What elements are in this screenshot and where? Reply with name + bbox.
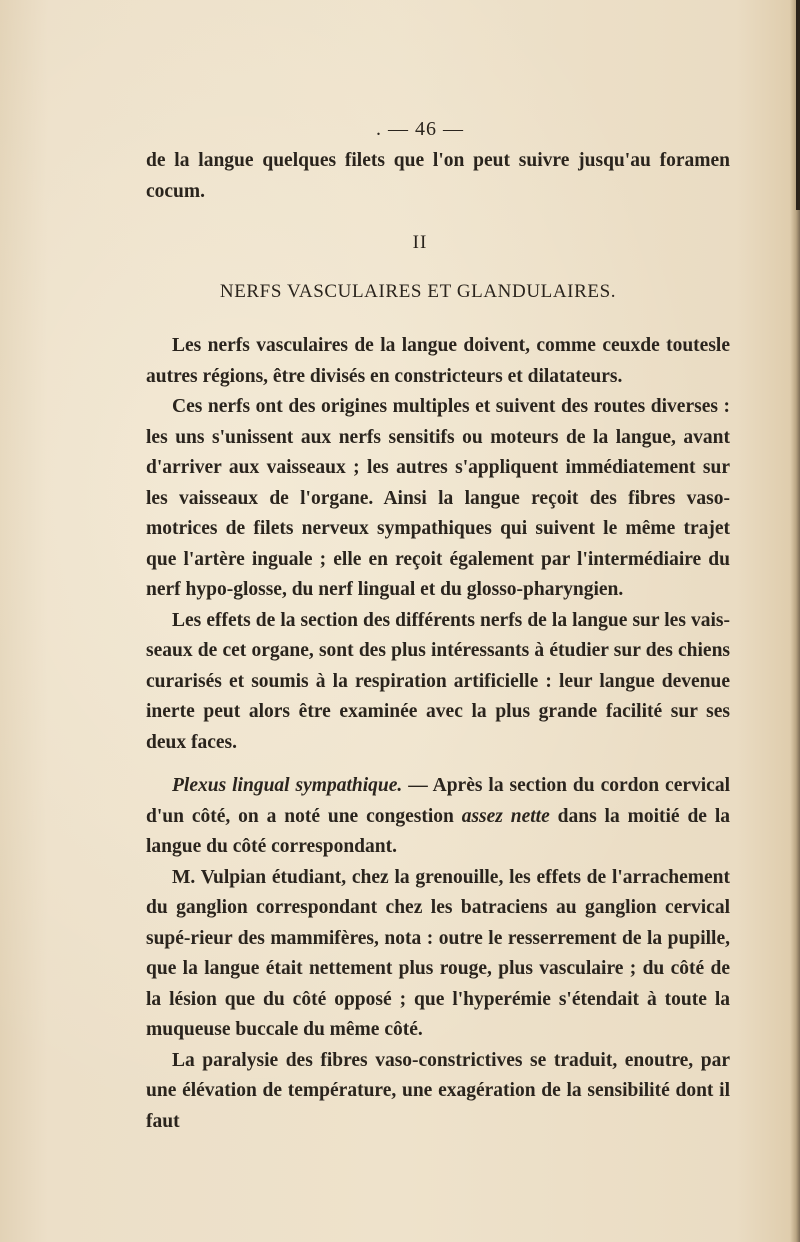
plexus-text-a: Après la section du cordon cervical d'un côté, on a noté une congestion [146,775,730,827]
continuation-paragraph: de la langue quelques filets que l'on peut suivre jusqu'au foramen cocum. [146,150,730,202]
section-body [146,331,730,758]
section-title: NERFS VASCULAIRES ET GLANDULAIRES. [219,281,617,302]
plexus-title: Plexus lingual sympathique. [172,775,403,796]
plexus-paragraph [146,771,730,863]
paragraph-vulpian: M. Vulpian étudiant, chez la grenouille, les effets de l'arrachement du ganglion correspondant chez les batraciens au ganglion cervical supé-rieur des mammifères, nota : outre le resserrement de la pupille, que la langue était nettement plus rouge, plus vasculaire ; du côté de la lésion que du côté opposé ; que l'hyperémie s'étendait à toute la muqueuse buccale du même côté. [146,866,730,1040]
plexus-dash: — [402,775,433,796]
section-numeral: II [412,232,428,253]
paragraph-3: Les effets de la section des différents nerfs de la langue sur les vais-seaux de cet organe, sont des plus intéressants à étudier sur des chiens curarisés et soumis à la respiration artificielle : leur langue devenue inerte peut alors être examinée avec la plus grande facilité sur ses deux faces. [146,609,730,753]
plexus-body [146,771,730,1137]
paragraph-1: Les nerfs vasculaires de la langue doivent, comme ceuxde toutesle autres régions, être divisés en constricteurs et dilatateurs. [146,335,730,387]
paragraph-2: Ces nerfs ont des origines multiples et suivent des routes diverses : les uns s'unissent aux nerfs sensitifs ou moteurs de la langue, avant d'arriver aux vaisseaux ; les autres s'appliquent immédiatement sur les vaisseaux de l'organe. Ainsi la langue reçoit des fibres vaso-motrices de filets nerveux sympathiques qui suivent le même trajet que l'artère inguale ; elle en reçoit également par l'intermédiaire du nerf hypo-glosse, du nerf lingual et du glosso-pharyngien. [146,396,730,600]
continuation-block [146,146,730,207]
page-number: . — 46 — [376,118,464,140]
paragraph-paralysie: La paralysie des fibres vaso-constrictives se traduit, enoutre, par une élévation de température, une exagération de la sensibilité dont il faut [146,1049,730,1132]
plexus-text-b: dans la moitié de la langue du côté correspondant. [146,805,730,857]
plexus-emphasis: assez nette [461,805,550,827]
page-binding-edge [796,0,800,210]
